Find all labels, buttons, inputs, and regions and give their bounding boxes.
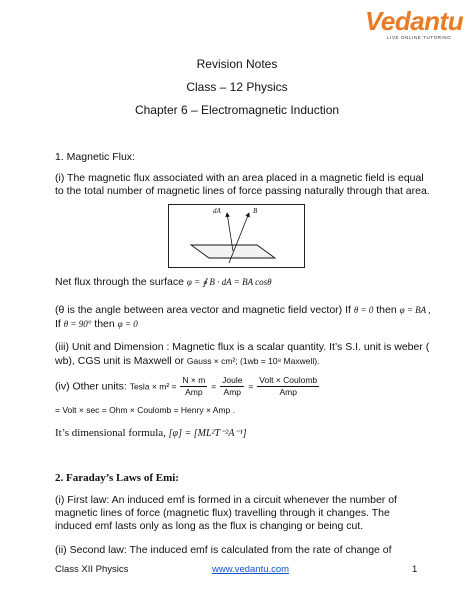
footer-class: Class XII Physics bbox=[55, 564, 129, 575]
revision-notes-title: Revision Notes bbox=[196, 57, 278, 71]
tesla-expression: Tesla × m² = bbox=[129, 381, 177, 392]
dimensional-text: It’s dimensional formula, bbox=[55, 427, 166, 439]
first-law-line2: magnetic lines of force (magnetic flux) travelling through it changes. The bbox=[55, 507, 390, 519]
fraction-joule-amp bbox=[220, 375, 244, 398]
net-flux-line bbox=[55, 276, 433, 289]
dimensional-formula: [φ] = [ML²T⁻²A⁻¹] bbox=[168, 428, 247, 439]
para-i-line2: to the total number of magnetic lines of force passing naturally through that area. bbox=[55, 185, 430, 197]
flux-diagram bbox=[169, 205, 304, 267]
frac3-denominator: Amp bbox=[279, 387, 297, 397]
frac2-numerator: Joule bbox=[222, 375, 243, 385]
net-flux-text: Net flux through the surface bbox=[55, 276, 184, 288]
label-B: B bbox=[253, 207, 258, 215]
theta-condition-1: θ = 0 bbox=[353, 305, 374, 315]
net-flux-formula: φ = ∮ B · dA = BA cosθ bbox=[186, 277, 272, 287]
frac2-denominator: Amp bbox=[223, 387, 242, 397]
second-law-line1: (ii) Second law: The induced emf is calculated from the rate of change of bbox=[55, 544, 392, 556]
dimensional-formula-line bbox=[55, 427, 433, 440]
unit-line-2 bbox=[55, 355, 433, 368]
chapter-title: Chapter 6 – Electromagnetic Induction bbox=[134, 103, 340, 117]
theta-then-2: then bbox=[94, 318, 115, 330]
theta-line-1 bbox=[55, 304, 433, 317]
theta-condition-2: θ = 90° bbox=[63, 319, 92, 329]
other-units-line-2: = Volt × sec = Ohm × Coulomb = Henry × Amp . bbox=[55, 405, 236, 415]
surface-plate bbox=[191, 245, 275, 258]
page-number: 1 bbox=[412, 564, 418, 575]
logo-wordmark: Vedantu bbox=[365, 6, 464, 36]
class-title: Class – 12 Physics bbox=[186, 80, 288, 94]
label-dA: dA bbox=[213, 207, 221, 215]
section1-heading: 1. Magnetic Flux: bbox=[55, 151, 135, 163]
frac1-denominator: Amp bbox=[185, 387, 203, 397]
para-i-line1: (i) The magnetic flux associated with an area placed in a magnetic field is equal bbox=[55, 172, 424, 184]
other-units-label: (iv) Other units: bbox=[55, 380, 127, 393]
unit-cgs-text: wb), CGS unit is Maxwell or bbox=[55, 355, 184, 367]
theta-result-1: φ = BA , bbox=[399, 305, 431, 315]
first-law-line3: induced emf lasts only as long as the flux is changing or being cut. bbox=[55, 520, 364, 532]
section2-heading: 2. Faraday’s Laws of Emi: bbox=[55, 472, 179, 484]
fraction-volt-coulomb-amp bbox=[257, 375, 319, 398]
frac1-numerator: N × m bbox=[182, 375, 206, 385]
unit-wb-maxwell: ; (1wb = 10⁸ Maxwell). bbox=[235, 356, 320, 366]
unit-gauss: Gauss × cm² bbox=[186, 356, 236, 366]
flux-figure bbox=[168, 204, 305, 268]
theta-if-2: If bbox=[55, 318, 61, 330]
frac3-numerator: Volt × Coulomb bbox=[259, 375, 318, 385]
first-law-line1: (i) First law: An induced emf is formed in a circuit whenever the number of bbox=[55, 494, 397, 506]
logo-tagline: LIVE ONLINE TUTORING bbox=[387, 35, 452, 40]
theta-text: (θ is the angle between area vector and magnetic field vector) If bbox=[55, 304, 351, 316]
footer-website-link[interactable]: www.vedantu.com bbox=[212, 564, 290, 575]
theta-line-2 bbox=[55, 318, 433, 331]
theta-then-1: then bbox=[376, 304, 397, 316]
theta-result-2: φ = 0 bbox=[117, 319, 138, 329]
other-units-line: (iv) Other units: Tesla × m² = $\frac{N \times m}{\text{Amp}}$ = $\frac{\text{Joule}}{\text{Amp}}$ = $\frac{\text{Volt × Coulomb}}{\text{Amp}}$ bbox=[55, 375, 318, 397]
vedantu-logo bbox=[365, 6, 470, 44]
fraction-n-m-amp bbox=[180, 375, 207, 398]
unit-line-1: (iii) Unit and Dimension : Magnetic flux is a scalar quantity. It’s S.I. unit is weber ( bbox=[55, 341, 430, 353]
